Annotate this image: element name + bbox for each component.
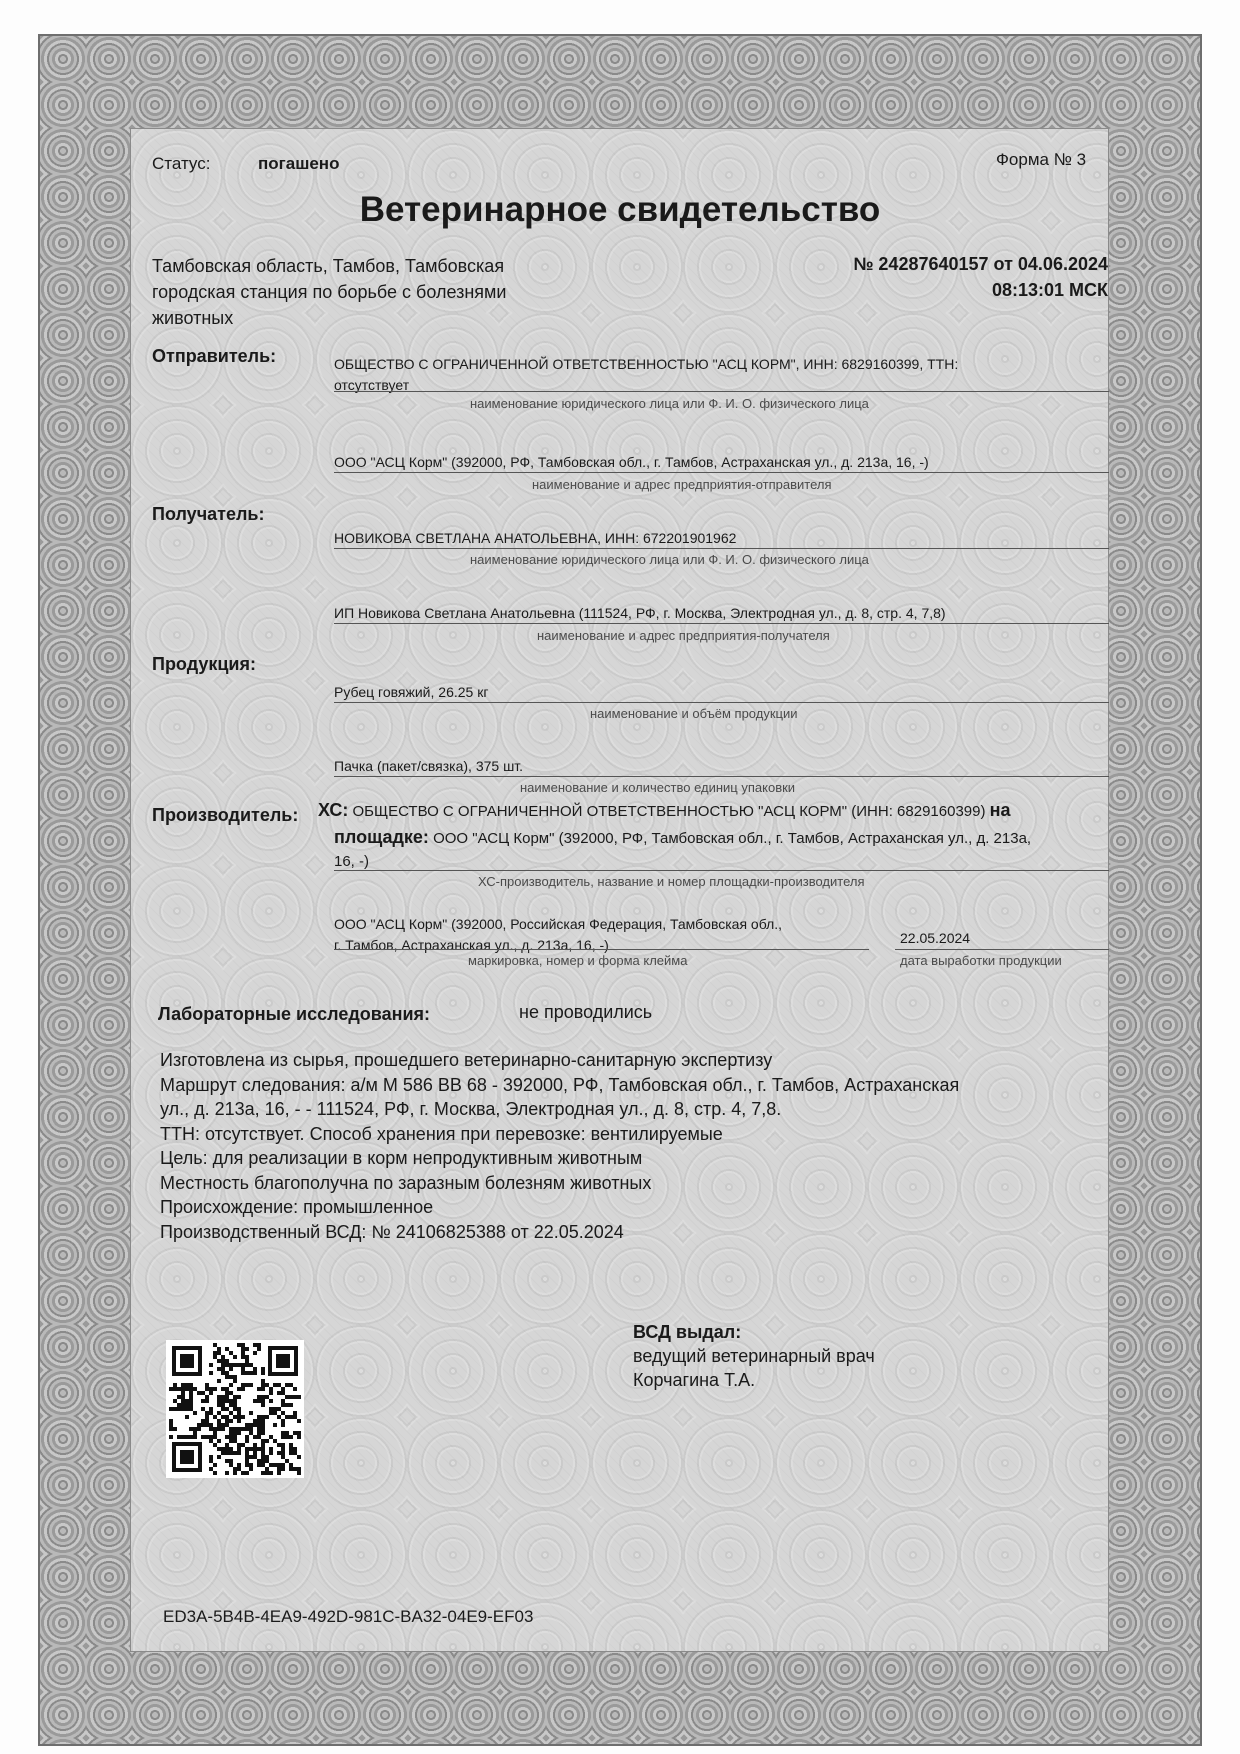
producer-site-line — [334, 827, 1031, 848]
note-line: Происхождение: промышленное — [160, 1197, 434, 1217]
certificate-number-line: № 24287640157 от 04.06.2024 — [853, 254, 1108, 274]
field-line — [334, 472, 1109, 473]
issuer-org-line: животных — [152, 308, 234, 328]
note-line: Маршрут следования: а/м М 586 ВВ 68 - 392000, РФ, Тамбовская обл., г. Тамбов, Астраханская — [160, 1074, 960, 1095]
status-value: погашено — [258, 154, 340, 173]
issuer-org-line: Тамбовская область, Тамбов, Тамбовская — [152, 256, 505, 276]
sender-name-caption: наименование юридического лица или Ф. И. О. физического лица — [470, 396, 869, 411]
recipient-enterprise-caption: наименование и адрес предприятия-получателя — [537, 628, 830, 643]
document-uuid: ED3A-5B4B-4EA9-492D-981C-BA32-04E9-EF03 — [163, 1607, 534, 1626]
certificate-time: 08:13:01 МСК — [991, 280, 1108, 300]
producer-label: Производитель: — [152, 805, 299, 825]
issued-by-position: ведущий ветеринарный врач — [633, 1346, 875, 1366]
sender-label: Отправитель: — [152, 346, 277, 366]
note-line: Изготовлена из сырья, прошедшего ветеринарно-санитарную экспертизу — [160, 1050, 773, 1070]
production-date-caption: дата выработки продукции — [900, 953, 1062, 968]
producer-site-value-end: 16, -) — [334, 853, 370, 870]
producer-site-label-a: на — [989, 800, 1011, 820]
lab-label: Лабораторные исследования: — [158, 1004, 431, 1024]
sender-name — [334, 354, 958, 396]
field-line — [334, 870, 1109, 871]
recipient-name: НОВИКОВА СВЕТЛАНА АНАТОЛЬЕВНА, ИНН: 672201901962 — [334, 530, 737, 546]
field-line — [334, 776, 1109, 777]
note-line: Местность благополучна по заразным болезням животных — [160, 1172, 652, 1193]
product-name: Рубец говяжий, 26.25 кг — [334, 684, 489, 700]
note-line: Производственный ВСД: № 24106825388 от 22.05.2024 — [160, 1221, 624, 1242]
recipient-label: Получатель: — [152, 504, 265, 524]
product-name-caption: наименование и объём продукции — [590, 706, 798, 721]
producer-xs-value: ОБЩЕСТВО С ОГРАНИЧЕННОЙ ОТВЕТСТВЕННОСТЬЮ "АСЦ КОРМ" (ИНН: 6829160399) — [352, 803, 986, 820]
product-packaging-caption: наименование и количество единиц упаковки — [520, 780, 796, 795]
sender-enterprise-caption: наименование и адрес предприятия-отправителя — [532, 477, 832, 492]
page-title: Ветеринарное свидетельство — [359, 190, 881, 229]
qr-code-icon — [166, 1340, 304, 1478]
issued-by-name: Корчагина Т.А. — [633, 1370, 756, 1390]
note-line: ТТН: отсутствует. Способ хранения при перевозке: вентилируемые — [160, 1123, 723, 1144]
issued-by-label: ВСД выдал: — [633, 1322, 742, 1342]
field-line — [334, 623, 1109, 624]
note-line: ул., д. 213а, 16, - - 111524, РФ, г. Москва, Электродная ул., д. 8, стр. 4, 7,8. — [160, 1099, 782, 1119]
recipient-name-caption: наименование юридического лица или Ф. И. О. физического лица — [470, 552, 869, 567]
sender-enterprise: ООО "АСЦ Корм" (392000, РФ, Тамбовская обл., г. Тамбов, Астраханская ул., д. 213а, 16, -) — [334, 454, 929, 470]
producer-marking-caption: маркировка, номер и форма клейма — [468, 953, 688, 968]
producer-caption: ХС-производитель, название и номер площадки-производителя — [478, 874, 865, 889]
field-line — [334, 949, 869, 950]
issuer-org-line: городская станция по борьбе с болезнями — [152, 282, 507, 302]
field-line — [334, 702, 1109, 703]
form-number: Форма № 3 — [996, 150, 1087, 169]
producer-xs-line — [318, 800, 1011, 821]
sender-name-line: отсутствует — [334, 377, 410, 393]
recipient-enterprise: ИП Новикова Светлана Анатольевна (111524, РФ, г. Москва, Электродная ул., д. 8, стр. 4, 7,8) — [334, 605, 946, 621]
production-date: 22.05.2024 — [900, 930, 971, 946]
issued-by — [633, 1320, 875, 1392]
product-label: Продукция: — [152, 654, 256, 674]
issuer-org — [152, 253, 506, 331]
product-packaging: Пачка (пакет/связка), 375 шт. — [334, 758, 524, 774]
lab-value: не проводились — [519, 1002, 653, 1022]
note-line: Цель: для реализации в корм непродуктивным животным — [160, 1148, 643, 1168]
field-line — [334, 391, 1109, 392]
producer-marking-line: ООО "АСЦ Корм" (392000, Российская Федерация, Тамбовская обл., — [334, 916, 783, 932]
producer-xs-label: ХС: — [318, 800, 349, 820]
notes-block — [160, 1048, 959, 1244]
certificate-number — [853, 251, 1108, 303]
sender-name-line: ОБЩЕСТВО С ОГРАНИЧЕННОЙ ОТВЕТСТВЕННОСТЬЮ "АСЦ КОРМ", ИНН: 6829160399, ТТН: — [334, 356, 959, 372]
field-line — [334, 548, 1109, 549]
status-label: Статус: — [152, 154, 211, 173]
producer-marking-line: г. Тамбов, Астраханская ул., д. 213а, 16, -) — [334, 937, 609, 953]
producer-site-value: ООО "АСЦ Корм" (392000, РФ, Тамбовская обл., г. Тамбов, Астраханская ул., д. 213а, — [433, 830, 1032, 847]
producer-site-label-b: площадке: — [334, 827, 429, 847]
field-line — [895, 949, 1109, 950]
